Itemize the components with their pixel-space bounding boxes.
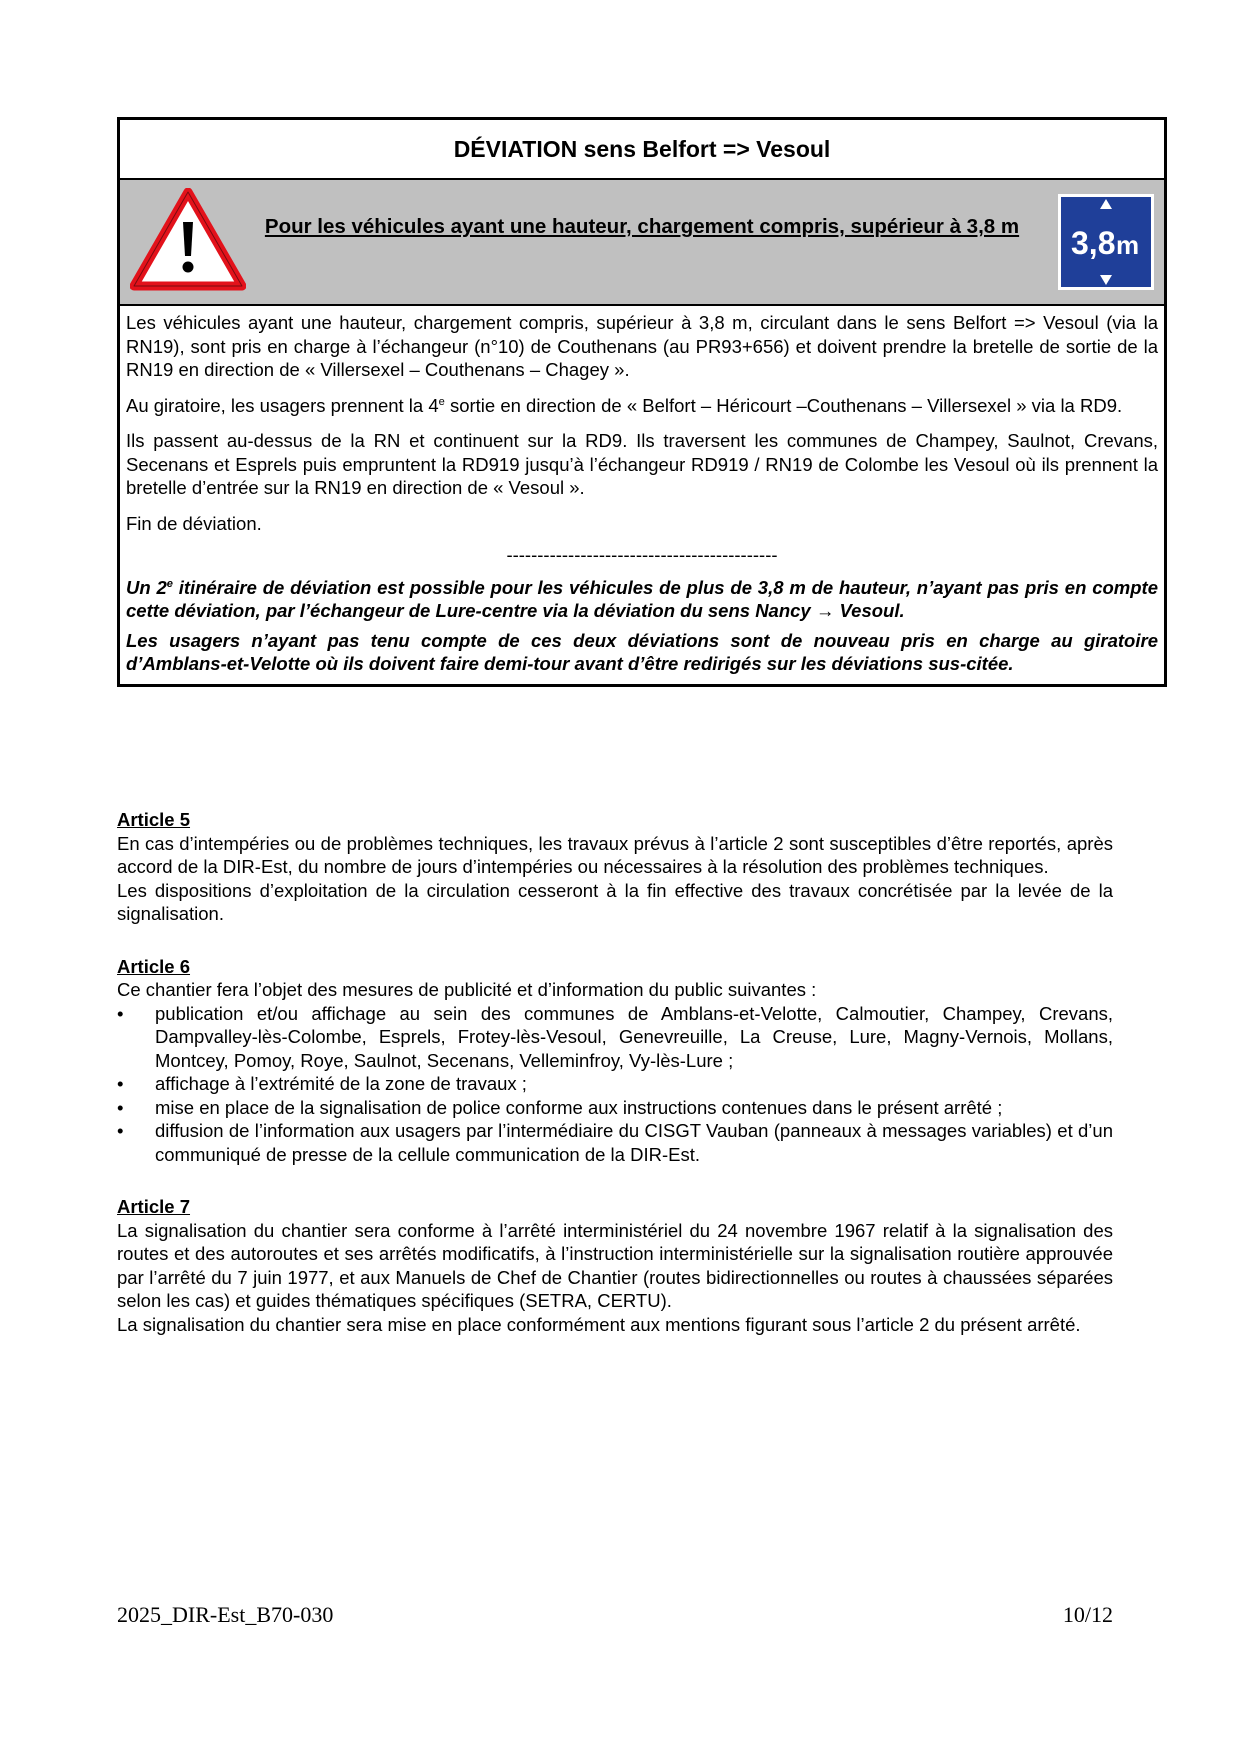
article-heading: Article 6: [117, 955, 191, 977]
warning-band: [120, 180, 1164, 306]
deviation-end: Fin de déviation.: [126, 512, 262, 534]
page-number: 10/12: [1062, 1602, 1113, 1627]
warning-text: Pour les véhicules ayant une hauteur, chargement compris, supérieur à 3,8 m: [264, 215, 1020, 238]
article-heading: Article 7: [117, 1196, 191, 1217]
bullet-icon: •: [117, 1002, 124, 1024]
article-heading: Article 5: [117, 809, 191, 830]
bullet-icon: •: [117, 1073, 124, 1094]
article-paragraph: En cas d’intempéries ou de problèmes techniques, les travaux prévus à l’article 2 sont susceptibles d’être reportés, après accord de la DIR-Est, du nombre de jours d’intempéries ou nécessaires à la résolution des problèmes techniques.: [117, 832, 1113, 877]
document-reference: 2025_DIR-Est_B70-030: [117, 1602, 334, 1627]
list-item: • diffusion de l’information aux usagers par l’intermédiaire du CISGT Vauban (panneaux à messages variables) et d’un communiqué de presse de la cellule communication de la DIR-Est.: [117, 1120, 1113, 1165]
list-item: • affichage à l’extrémité de la zone de travaux ;: [117, 1073, 527, 1094]
height-limit-sign-icon: [1058, 194, 1154, 290]
list-item: • mise en place de la signalisation de police conforme aux instructions contenues dans le présent arrêté ;: [117, 1096, 1003, 1118]
deviation-body: [120, 306, 1164, 684]
publicity-list: [117, 1002, 1113, 1167]
list-item: • publication et/ou affichage au sein des communes de Amblans-et-Velotte, Calmoutier, Champey, Crevans, Dampvalley-lès-Colombe, Esprels, Frotey-lès-Vesoul, Genevreuille, La Creuse, Lure, Magny-Vernois, Mollans, Montcey, Pomoy, Roye, Saulnot, Secenans, Velleminfroy, Vy-lès-Lure ;: [117, 1002, 1113, 1071]
separator-line: --------------------------------------------: [506, 544, 778, 565]
bullet-icon: •: [117, 1120, 124, 1141]
article-6: [117, 955, 1113, 1167]
deviation-title: DÉVIATION sens Belfort => Vesoul: [120, 120, 1164, 180]
articles: [117, 808, 1113, 1365]
article-5: [117, 808, 1113, 926]
article-paragraph: Les dispositions d’exploitation de la circulation cesseront à la fin effective des travaux concrétisée par la levée de la signalisation.: [117, 879, 1113, 924]
deviation-paragraph: Ils passent au-dessus de la RN et continuent sur la RD9. Ils traversent les communes de Champey, Saulnot, Crevans, Secenans et Esprels puis empruntent la RD919 jusqu’à l’échangeur RD919 / RN19 de Colombe les Vesoul où ils prennent la bretelle d’entrée sur la RN19 en direction de « Vesoul ».: [126, 430, 1158, 498]
article-paragraph: La signalisation du chantier sera mise en place conformément aux mentions figurant sous l’article 2 du présent arrêté.: [117, 1313, 1081, 1335]
deviation-paragraph: Les véhicules ayant une hauteur, chargement compris, supérieur à 3,8 m, circulant dans le sens Belfort => Vesoul (via la RN19), sont pris en charge à l’échangeur (n°10) de Couthenans (au PR93+656) et doivent prendre la bretelle de sortie de la RN19 en direction de « Villersexel – Couthenans – Chagey ».: [126, 312, 1158, 380]
bullet-icon: •: [117, 1096, 124, 1118]
height-sign-value: 3,8: [1071, 225, 1116, 261]
roundabout-note: Les usagers n’ayant pas tenu compte de ces deux déviations sont de nouveau pris en charge au giratoire d’Amblans-et-Velotte où ils doivent faire demi-tour avant d’être redirigés sur les déviations sus-citée.: [126, 629, 1158, 674]
alternative-route-note: Un 2e itinéraire de déviation est possible pour les véhicules de plus de 3,8 m de hauteur, n’ayant pas pris en compte cette déviation, par l’échangeur de Lure-centre via la déviation du sens Nancy → Vesoul.: [126, 576, 1158, 621]
deviation-box: [117, 117, 1167, 687]
deviation-paragraph: Au giratoire, les usagers prennent la 4e sortie en direction de « Belfort – Héricourt –Couthenans – Villersexel » via la RD9.: [126, 394, 1123, 416]
warning-triangle-icon: [130, 188, 246, 292]
article-paragraph: La signalisation du chantier sera conforme à l’arrêté interministériel du 24 novembre 1967 relatif à la signalisation des routes et des autoroutes et ses arrêtés modificatifs, à l’instruction interministérielle sur la signalisation routière approuvée par l’arrêté du 7 juin 1977, et aux Manuels de Chef de Chantier (routes bidirectionnelles ou routes à chaussées séparées selon les cas) et guides thématiques spécifiques (SETRA, CERTU).: [117, 1219, 1113, 1311]
article-intro: Ce chantier fera l’objet des mesures de publicité et d’information du public suivantes :: [117, 979, 817, 1000]
height-sign-unit: m: [1116, 230, 1140, 260]
article-7: [117, 1195, 1113, 1336]
